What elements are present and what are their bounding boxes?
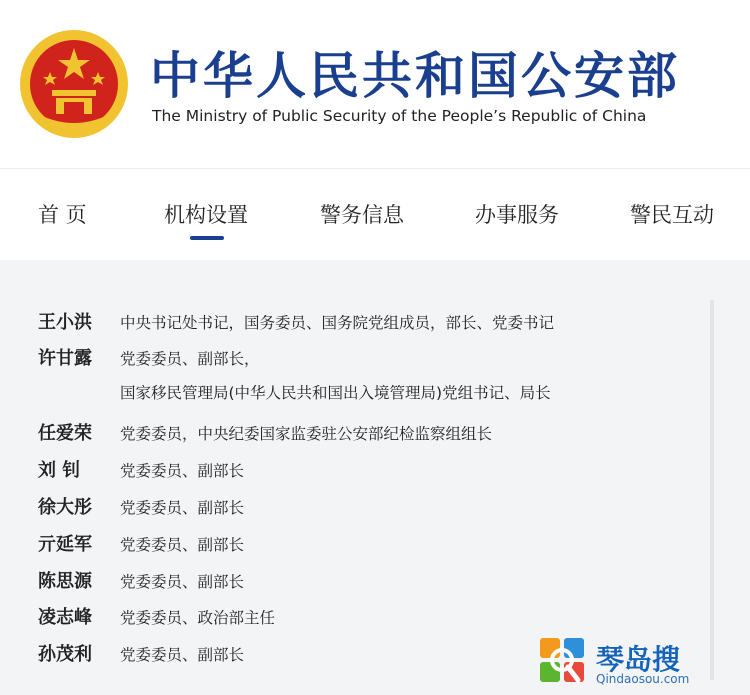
leader-name: 任爱荣 <box>38 423 92 444</box>
list-item <box>38 381 551 411</box>
leader-name: 徐大彤 <box>38 497 92 518</box>
site-title-en: The Ministry of Public Security of the People’s Republic of China <box>152 107 647 125</box>
list-item <box>38 344 260 374</box>
list-item <box>38 308 554 338</box>
list-item <box>38 456 244 486</box>
nav-item-interaction[interactable]: 警民互动 <box>630 203 714 227</box>
list-item <box>38 530 244 560</box>
main-nav <box>0 168 750 261</box>
leader-title: 党委委员，中央纪委国家监委驻公安部纪检监察组组长 <box>120 425 493 443</box>
leadership-list <box>0 260 750 695</box>
leader-name: 孙茂利 <box>38 644 92 665</box>
list-item <box>38 567 244 597</box>
leader-name: 亓延军 <box>38 534 92 555</box>
leader-title: 党委委员、副部长 <box>120 573 245 591</box>
leader-title: 党委委员、副部长 <box>120 646 245 664</box>
nav-item-services[interactable]: 办事服务 <box>475 203 559 227</box>
national-emblem-icon <box>18 28 130 140</box>
watermark-logo-icon <box>538 636 586 688</box>
leader-name: 许甘露 <box>38 348 92 369</box>
leader-name: 陈思源 <box>38 571 92 592</box>
scrollbar[interactable] <box>710 300 714 680</box>
nav-item-organization[interactable]: 机构设置 <box>164 203 248 227</box>
list-item <box>38 493 244 523</box>
leader-title: 党委委员、副部长 <box>120 462 245 480</box>
site-title-cn: 中华人民共和国公安部 <box>150 47 680 105</box>
nav-item-police-info[interactable]: 警务信息 <box>320 203 404 227</box>
watermark-url: Qindaosou.com <box>596 672 690 686</box>
leader-title: 国家移民管理局(中华人民共和国出入境管理局)党组书记、局长 <box>120 384 551 402</box>
leader-name: 王小洪 <box>38 312 92 333</box>
leader-title: 党委委员、副部长， <box>120 350 260 368</box>
site-header <box>0 0 750 168</box>
leader-title: 中央书记处书记，国务委员、国务院党组成员，部长、党委书记 <box>120 314 555 332</box>
leader-title: 党委委员、副部长 <box>120 536 245 554</box>
leader-title: 党委委员、政治部主任 <box>120 609 276 627</box>
leader-title: 党委委员、副部长 <box>120 499 245 517</box>
list-item <box>38 419 492 449</box>
watermark <box>538 636 728 688</box>
watermark-brand: 琴岛搜 <box>596 643 681 676</box>
list-item <box>38 603 275 633</box>
nav-active-indicator <box>190 236 224 240</box>
nav-item-home[interactable]: 首 页 <box>38 203 87 227</box>
list-item <box>38 640 244 670</box>
leader-name: 凌志峰 <box>38 607 92 628</box>
leader-name: 刘 钊 <box>38 460 81 481</box>
